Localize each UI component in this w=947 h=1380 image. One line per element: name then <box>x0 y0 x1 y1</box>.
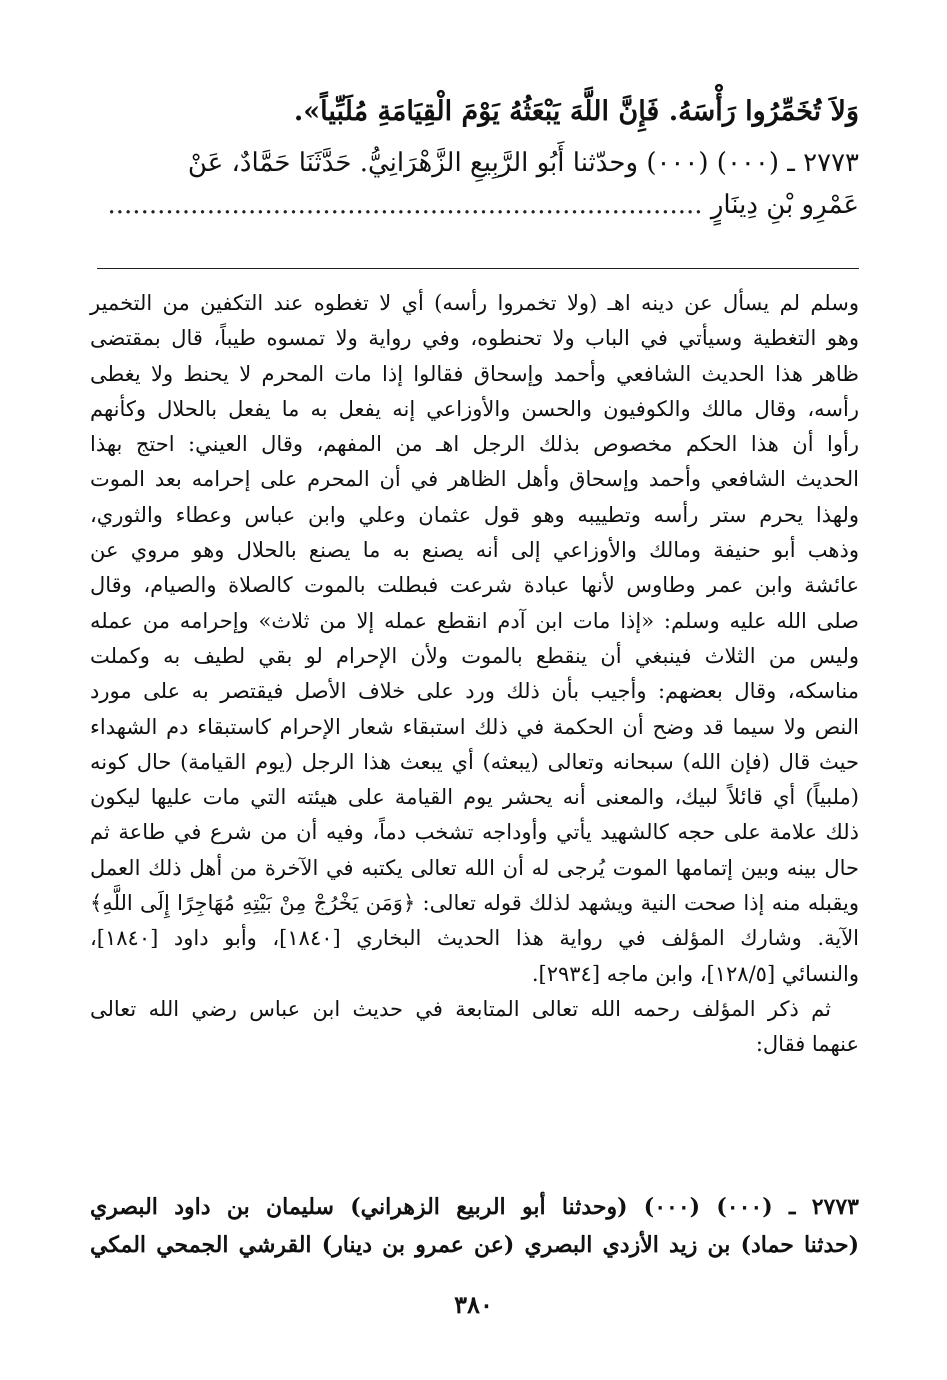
hadith-chain-end: عَمْرِو بْنِ دِينَارٍ <box>710 190 859 220</box>
commentary-block <box>90 286 859 1063</box>
commentary-line: مناسكه، وقال بعضهم: وأجيب بأن ذلك ورد على خلاف الأصل فيقتصر به على مورد <box>90 679 859 704</box>
commentary-line: وليس من الثلاث فينبغي أن ينقطع بالموت ولأن الإحرام لو بقي لطيف به وكملت <box>90 643 859 668</box>
commentary-line: وسلم لم يسأل عن دينه اهـ (ولا تخمروا رأسه) أي لا تغطوه عند التكفين من التخمير <box>90 291 859 315</box>
commentary-line: حيث قال (فإن الله) سبحانه وتعالى (يبعثه) أي يبعث هذا الرجل (يوم القيامة) حال كونه <box>90 749 859 774</box>
commentary-line: حال بينه وبين إتمامها الموت يُرجى له أن الله تعالى يكتبه في الآخرة من أهل ذلك العمل <box>90 855 859 880</box>
commentary-line: الحديث الشافعي وأحمد وإسحاق وأهل الظاهر في أن المحرم على إحرامه بعد الموت <box>90 467 859 492</box>
commentary-line: الآية. وشارك المؤلف في رواية هذا الحديث البخاري [١٨٤٠]، وأبو داود [١٨٤٠]، <box>90 926 860 951</box>
commentary-line: وذهب أبو حنيفة ومالك والأوزاعي إلى أنه يصنع به ما يصنع بالحلال وهو مروي عن <box>90 538 859 563</box>
commentary-line: ولهذا يحرم ستر رأسه وتطييبه وهو قول عثمان وعلي وابن عباس وعطاء والثوري، <box>90 502 859 527</box>
commentary-line: عائشة وابن عمر وطاوس لأنها عبادة شرعت فبطلت بالموت كالصلاة والصيام، وقال <box>90 573 859 598</box>
footnote-divider <box>97 268 859 269</box>
commentary-line: (ملبياً) أي قائلاً لبيك، والمعنى أنه يحشر يوم القيامة على هيئته التي مات عليها ليكون <box>90 785 859 810</box>
page-number: ٣٨٠ <box>454 1290 493 1319</box>
next-hadith-commentary <box>90 1188 859 1264</box>
commentary-line: وهو التغطية وسيأتي في الباب ولا تحنطوه، وفي رواية ولا تمسوه طيباً، قال بمقتضى <box>90 326 859 351</box>
hadith-line-3 <box>90 184 859 226</box>
commentary-line: والنسائي [١٢٨/٥]، وابن ماجه [٢٩٣٤]. <box>531 961 859 986</box>
commentary-line: النص ولا سيما قد وضح أن الحكمة في ذلك استبقاء شعار الإحرام كاستبقاء دم الشهداء <box>90 714 859 739</box>
commentary-line: رأسه، وقال مالك والكوفيون والحسن والأوزاعي إنه يفعل به ما يفعل بالحلال وكأنهم <box>90 396 859 421</box>
next-hadith-line-2: (حدثنا حماد) بن زيد الأزدي البصري (عن عمرو بن دينار) القرشي الجمحي المكي <box>90 1232 859 1258</box>
commentary-line: عنهما فقال: <box>755 1032 859 1057</box>
hadith-line-1: وَلاَ تُخَمِّرُوا رَأْسَهُ. فَإِنَّ اللَّهَ يَبْعَثُهُ يَوْمَ الْقِيَامَةِ مُلَبِّياً». <box>293 96 859 127</box>
hadith-line-2: ٢٧٧٣ ـ (٠٠٠) (٠٠٠) وحدّثنا أَبُو الرَّبِيعِ الزَّهْرَانِيُّ. حَدَّثَنَا حَمَّادٌ، عَنْ <box>187 148 859 178</box>
ellipsis-dots: ........................................................................ <box>107 190 703 220</box>
commentary-line: ذلك علامة على حجه كالشهيد يأتي وأوداجه تشخب دماً، وفيه أن من شرع في طاعة ثم <box>90 820 859 845</box>
commentary-line: صلى الله عليه وسلم: «إذا مات ابن آدم انقطع عمله إلا من ثلاث» وإحرامه من عمله <box>90 608 859 633</box>
commentary-line: ظاهر هذا الحديث الشافعي وأحمد وإسحاق فقالوا إذا مات المحرم لا يحنط ولا يغطى <box>90 361 859 386</box>
commentary-line: ثم ذكر المؤلف رحمه الله تعالى المتابعة في حديث ابن عباس رضي الله تعالى <box>90 996 831 1021</box>
commentary-line: رأوا أن هذا الحكم مخصوص بذلك الرجل اهـ من المفهم، وقال العيني: احتج بهذا <box>90 432 859 457</box>
hadith-text-block <box>90 90 859 226</box>
commentary-line: ويقبله منه إذا صحت النية ويشهد لذلك قوله تعالى: ﴿وَمَن يَخْرُجْ مِنْ بَيْتِهِ مُهَاجِرًا إِلَى اللَّهِ﴾ <box>90 891 859 916</box>
next-hadith-line-1: ٢٧٧٣ ـ (٠٠٠) (٠٠٠) (وحدثنا أبو الربيع الزهراني) سليمان بن داود البصري <box>90 1194 859 1220</box>
